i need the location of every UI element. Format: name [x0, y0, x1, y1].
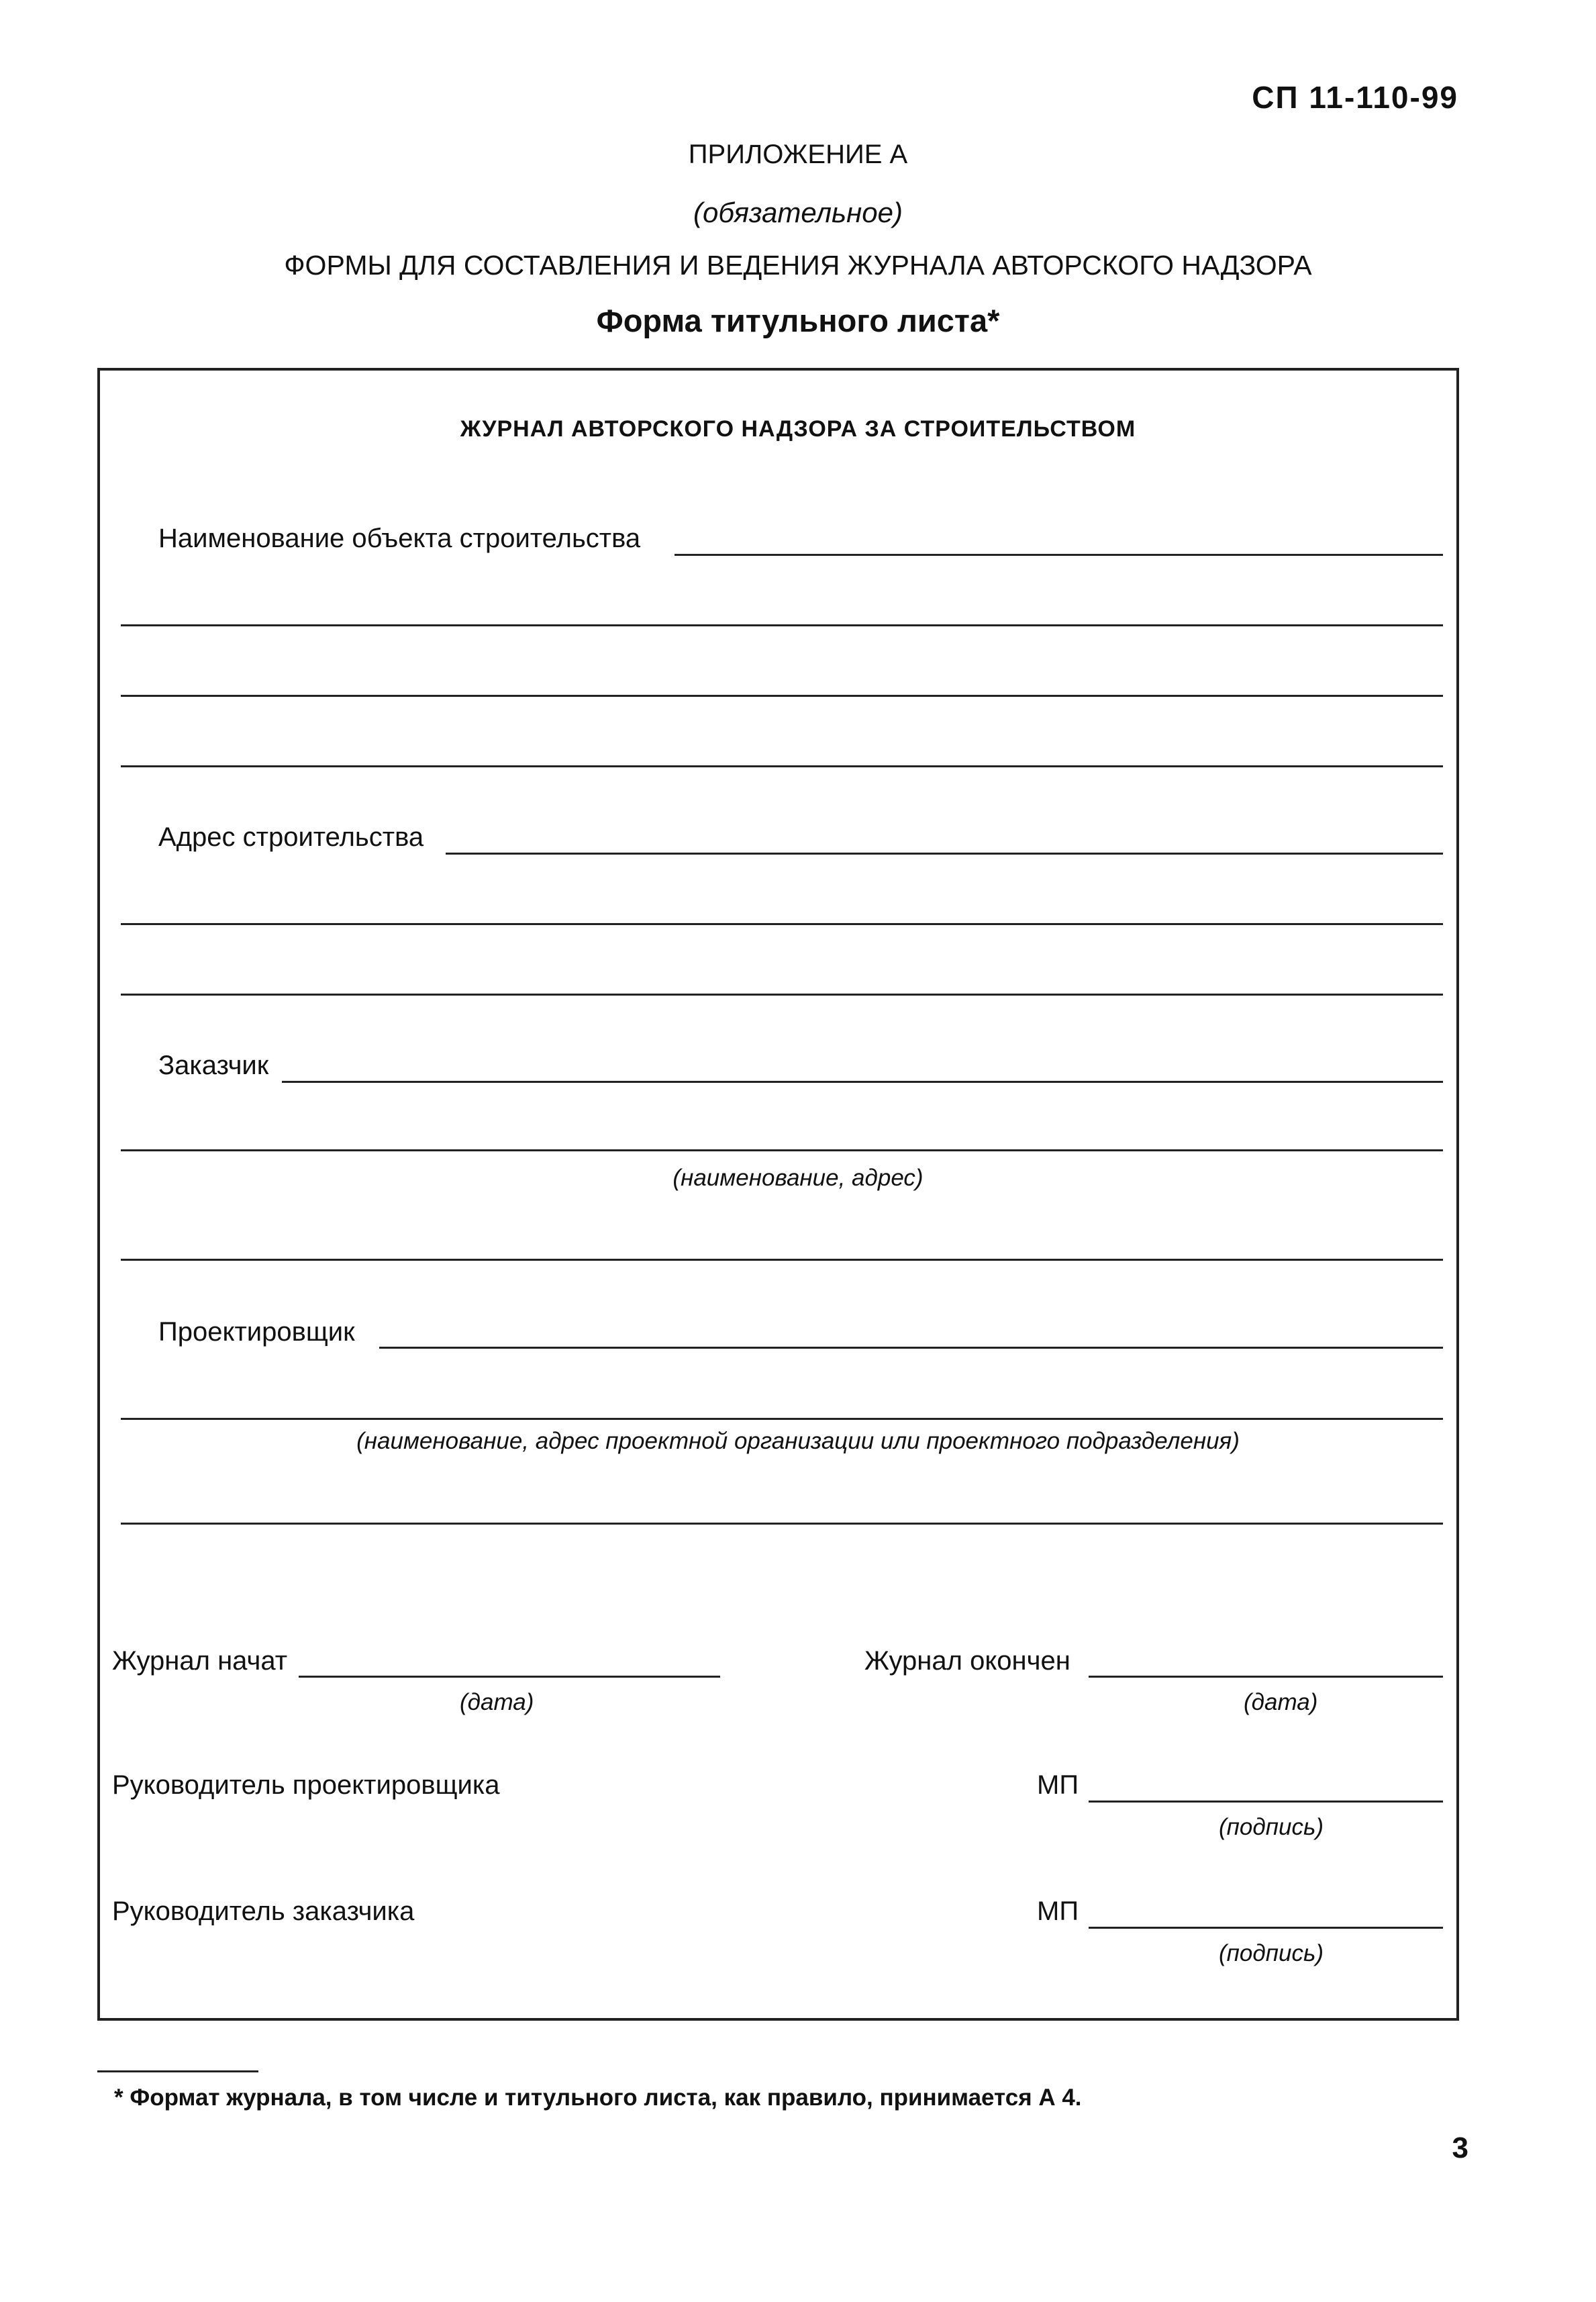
journal-ended-date-field[interactable] [1089, 1676, 1443, 1678]
designer-head-label: Руководитель проектировщика [112, 1770, 500, 1800]
designer-label: Проектировщик [158, 1317, 355, 1347]
object-name-field-line-1[interactable] [675, 554, 1443, 556]
journal-started-date-hint: (дата) [460, 1689, 534, 1715]
page-number: 3 [1452, 2131, 1468, 2164]
designer-field-line-1[interactable] [379, 1347, 1443, 1349]
customer-field-line-3[interactable] [121, 1259, 1443, 1261]
designer-field-line-3[interactable] [121, 1523, 1443, 1525]
customer-label: Заказчик [158, 1051, 269, 1080]
designer-head-signature-field[interactable] [1089, 1801, 1443, 1803]
journal-started-date-field[interactable] [299, 1676, 720, 1678]
footnote: * Формат журнала, в том числе и титульного листа, как правило, принимается А 4. [114, 2084, 1082, 2111]
document-code: СП 11-110-99 [1252, 80, 1458, 115]
construction-address-field-line-2[interactable] [121, 923, 1443, 925]
customer-field-line-2[interactable] [121, 1149, 1443, 1151]
customer-head-signature-hint: (подпись) [1219, 1940, 1324, 1966]
appendix-title: ПРИЛОЖЕНИЕ А [688, 140, 908, 169]
journal-ended-label: Журнал окончен [864, 1646, 1070, 1676]
customer-hint: (наименование, адрес) [672, 1165, 924, 1191]
object-name-field-line-4[interactable] [121, 765, 1443, 767]
customer-head-signature-field[interactable] [1089, 1927, 1443, 1929]
main-title: ФОРМЫ ДЛЯ СОСТАВЛЕНИЯ И ВЕДЕНИЯ ЖУРНАЛА АВТОРСКОГО НАДЗОРА [284, 250, 1312, 281]
designer-head-signature-hint: (подпись) [1219, 1814, 1324, 1840]
construction-address-field-line-3[interactable] [121, 994, 1443, 996]
construction-address-label: Адрес строительства [158, 822, 424, 852]
journal-ended-date-hint: (дата) [1244, 1689, 1318, 1715]
designer-field-line-2[interactable] [121, 1418, 1443, 1420]
customer-head-stamp-label: МП [1037, 1897, 1079, 1926]
appendix-status: (обязательное) [693, 197, 903, 228]
customer-field-line-1[interactable] [282, 1081, 1443, 1083]
object-name-field-line-3[interactable] [121, 695, 1443, 697]
journal-started-label: Журнал начат [112, 1646, 288, 1676]
form-title: Форма титульного листа* [596, 303, 1000, 338]
journal-title: ЖУРНАЛ АВТОРСКОГО НАДЗОРА ЗА СТРОИТЕЛЬСТВОМ [460, 416, 1136, 442]
object-name-field-line-2[interactable] [121, 624, 1443, 626]
designer-hint: (наименование, адрес проектной организации или проектного подразделения) [356, 1428, 1240, 1454]
footnote-separator [97, 2070, 258, 2072]
customer-head-label: Руководитель заказчика [112, 1897, 415, 1926]
object-name-label: Наименование объекта строительства [158, 524, 641, 553]
construction-address-field-line-1[interactable] [446, 853, 1443, 855]
designer-head-stamp-label: МП [1037, 1770, 1079, 1800]
